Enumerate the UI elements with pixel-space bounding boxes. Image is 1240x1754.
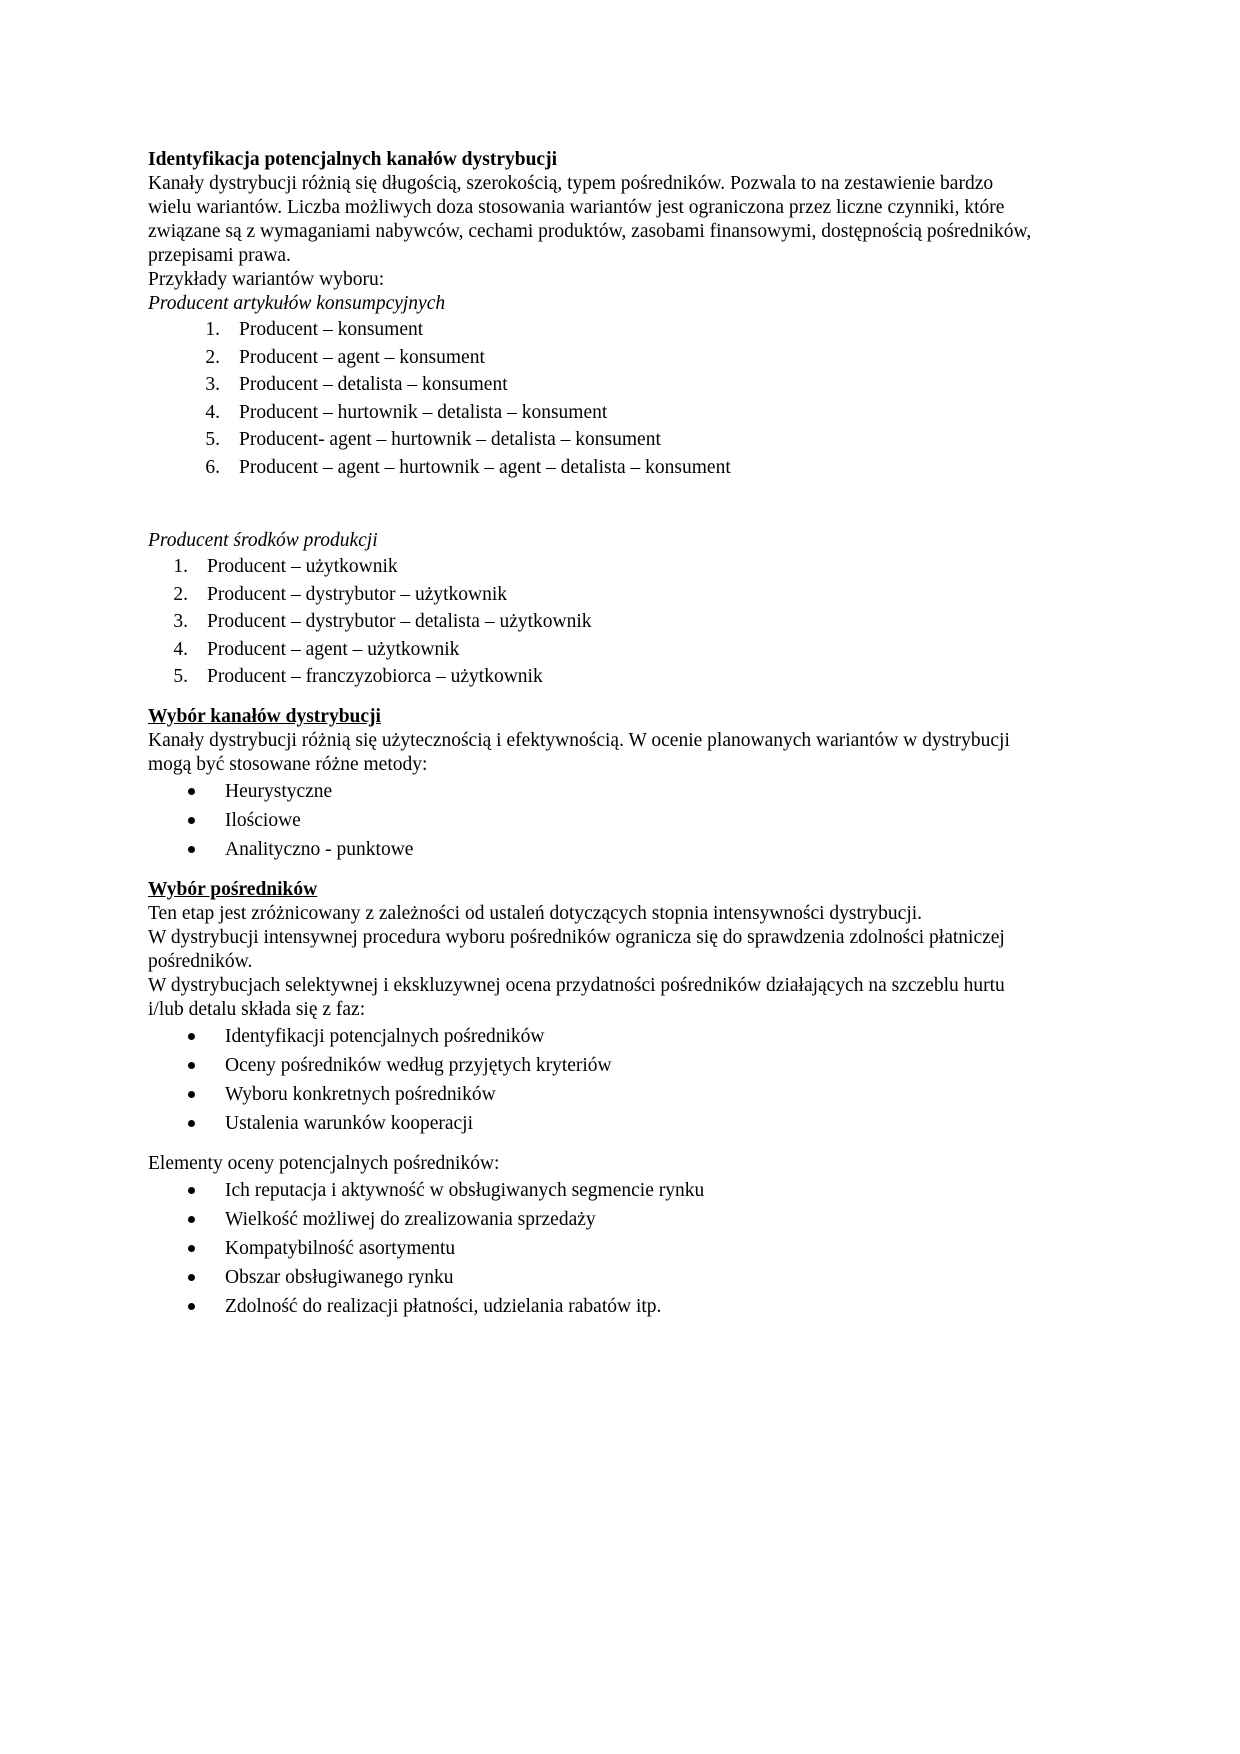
paragraph-line: wielu wariantów. Liczba możliwych doza stosowania wariantów jest ograniczona przez liczne czynniki, które: [148, 197, 1005, 218]
list-text: Identyfikacji potencjalnych pośredników: [225, 1025, 545, 1047]
bullet-icon: [188, 1274, 195, 1281]
list-text: Analityczno - punktowe: [225, 838, 414, 860]
section1-title: Identyfikacja potencjalnych kanałów dystrybucji: [148, 149, 557, 170]
spacer: [148, 691, 1108, 705]
list-item: [148, 426, 1108, 454]
list-text: Ustalenia warunków kooperacji: [225, 1112, 473, 1134]
paragraph-line: W dystrybucjach selektywnej i ekskluzywnej ocena przydatności pośredników działających na szczeblu hurtu: [148, 974, 1005, 996]
list-text: Producent – hurtownik – detalista – konsument: [239, 401, 608, 423]
list-number: 1.: [205, 319, 220, 340]
bullet-icon: [188, 817, 195, 824]
bullet-icon: [188, 846, 195, 853]
spacer: [148, 481, 1108, 529]
list-text: Producent – użytkownik: [207, 556, 398, 577]
list-item: [148, 371, 1108, 399]
list-text: Kompatybilność asortymentu: [225, 1237, 456, 1259]
list-item: [148, 581, 1108, 609]
list-number: 4.: [173, 638, 188, 660]
list-item: [148, 1176, 1108, 1205]
list-text: Producent – agent – hurtownik – agent – detalista – konsument: [239, 456, 731, 478]
bullet-icon: [188, 1120, 195, 1127]
list-text: Ilościowe: [225, 809, 301, 831]
consumer-list: [148, 316, 1108, 481]
paragraph-line: W dystrybucji intensywnej procedura wyboru pośredników ogranicza się do sprawdzenia zdolności płatniczej: [148, 926, 1005, 948]
list-item: [148, 1205, 1108, 1234]
section2-title: Wybór kanałów dystrybucji: [148, 705, 381, 727]
list-number: 3.: [173, 611, 188, 632]
paragraph-line: mogą być stosowane różne metody:: [148, 753, 428, 775]
paragraph-line: związane są z wymaganiami nabywców, cechami produktów, zasobami finansowymi, dostępnością pośredników,: [148, 221, 1032, 242]
paragraph-line: przepisami prawa.: [148, 245, 291, 266]
list-item: [148, 454, 1108, 482]
list-item: [148, 777, 1108, 806]
list-item: [148, 835, 1108, 864]
list-text: Wielkość możliwej do zrealizowania sprzedaży: [225, 1208, 596, 1230]
list-item: [148, 553, 1108, 581]
list-item: [148, 316, 1108, 344]
section3-title: Wybór pośredników: [148, 878, 318, 900]
consumer-heading: Producent artykułów konsumpcyjnych: [148, 293, 446, 314]
list-text: Producent – konsument: [239, 319, 424, 340]
bullet-icon: [188, 1216, 195, 1223]
elements-list: [148, 1176, 1108, 1321]
list-item: [148, 806, 1108, 835]
list-text: Obszar obsługiwanego rynku: [225, 1266, 454, 1288]
list-item: [148, 1263, 1108, 1292]
list-item: [148, 1292, 1108, 1321]
list-item: [148, 1234, 1108, 1263]
list-text: Producent – detalista – konsument: [239, 374, 508, 395]
bullet-icon: [188, 1187, 195, 1194]
bullet-icon: [188, 1303, 195, 1310]
spacer: [148, 1138, 1108, 1152]
elements-intro: Elementy oceny potencjalnych pośredników:: [148, 1152, 500, 1174]
list-text: Producent – agent – konsument: [239, 346, 485, 368]
list-text: Producent- agent – hurtownik – detalista – konsument: [239, 429, 661, 450]
list-text: Wyboru konkretnych pośredników: [225, 1083, 496, 1105]
list-number: 2.: [173, 583, 188, 605]
list-item: [148, 344, 1108, 372]
document-page: [148, 148, 1108, 1321]
list-text: Producent – dystrybutor – użytkownik: [207, 583, 508, 605]
list-number: 4.: [205, 401, 220, 423]
list-number: 3.: [205, 374, 220, 395]
list-item: [148, 1022, 1108, 1051]
list-text: Producent – franczyzobiorca – użytkownik: [207, 666, 543, 687]
industrial-heading: Producent środków produkcji: [148, 530, 378, 551]
bullet-icon: [188, 1033, 195, 1040]
list-number: 2.: [205, 346, 220, 368]
list-text: Heurystyczne: [225, 780, 333, 802]
list-item: [148, 1109, 1108, 1138]
list-item: [148, 1080, 1108, 1109]
paragraph-line: Ten etap jest zróżnicowany z zależności od ustaleń dotyczących stopnia intensywności dystrybucji.: [148, 902, 923, 924]
industrial-list: [148, 553, 1108, 691]
list-number: 1.: [173, 556, 188, 577]
list-item: [148, 1051, 1108, 1080]
list-number: 5.: [205, 429, 220, 450]
section1-paragraph: [148, 172, 1108, 268]
paragraph-line: Kanały dystrybucji różnią się długością, szerokością, typem pośredników. Pozwala to na zestawienie bardzo: [148, 173, 994, 194]
paragraph-line: pośredników.: [148, 950, 253, 972]
bullet-icon: [188, 1245, 195, 1252]
list-text: Zdolność do realizacji płatności, udzielania rabatów itp.: [225, 1295, 662, 1317]
list-number: 6.: [205, 456, 220, 478]
list-item: [148, 636, 1108, 664]
list-text: Oceny pośredników według przyjętych kryteriów: [225, 1054, 612, 1076]
section3-paragraph: [148, 902, 1108, 1022]
list-item: [148, 399, 1108, 427]
list-item: [148, 608, 1108, 636]
methods-list: [148, 777, 1108, 864]
section2-paragraph: [148, 729, 1108, 777]
bullet-icon: [188, 1062, 195, 1069]
bullet-icon: [188, 788, 195, 795]
list-text: Producent – dystrybutor – detalista – użytkownik: [207, 611, 592, 632]
examples-intro: Przykłady wariantów wyboru:: [148, 269, 385, 290]
list-number: 5.: [173, 666, 188, 687]
list-item: [148, 663, 1108, 691]
list-text: Producent – agent – użytkownik: [207, 638, 460, 660]
bullet-icon: [188, 1091, 195, 1098]
paragraph-line: i/lub detalu składa się z faz:: [148, 998, 366, 1020]
paragraph-line: Kanały dystrybucji różnią się użytecznością i efektywnością. W ocenie planowanych wariantów w dystrybucji: [148, 729, 1010, 751]
phases-list: [148, 1022, 1108, 1138]
spacer: [148, 864, 1108, 878]
list-text: Ich reputacja i aktywność w obsługiwanych segmencie rynku: [225, 1179, 705, 1201]
